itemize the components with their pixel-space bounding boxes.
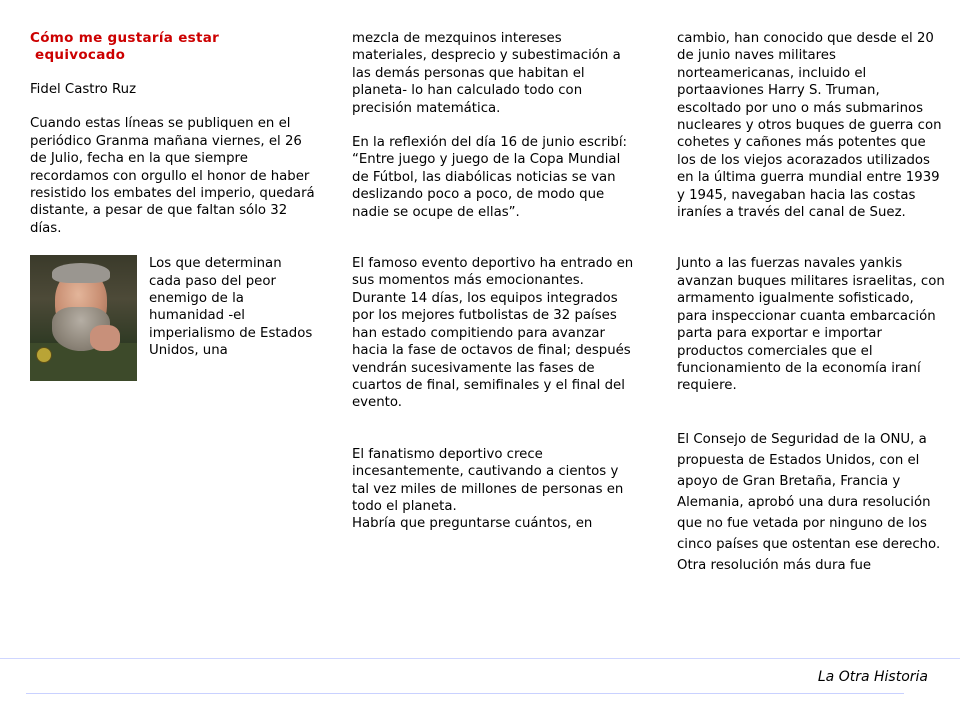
footer-rule [26,693,904,694]
author-photo [30,255,137,381]
footer-label: La Otra Historia [817,669,928,685]
paragraph: mezcla de mezquinos intereses materiales, desprecio y subestimación a las demás personas que habitan el planeta- lo han calculado todo con precisión matemática. [352,31,621,116]
paragraph: En la reflexión del día 16 de junio escribí: “Entre juego y juego de la Copa Mundial de Fútbol, las diabólicas noticias se van deslizando poco a poco, de modo que nadie se ocupe de ellas”. [352,135,628,220]
photo-hair [52,263,110,283]
paragraph: El famoso evento deportivo ha entrado en sus momentos más emocionantes. Durante 14 días, los equipos integrados por los mejores futbolistas de 32 países han estado compitiendo para avanzar hacia la fase de octavos de final; después vendrán sucesivamente las fases de cuartos de final, semifinales y el final del evento. [352,256,634,411]
paragraph: Habría que preguntarse cuántos, en [352,516,593,532]
paragraph: Cuando estas líneas se publiquen en el periódico Granma mañana viernes, el 26 de Julio, fecha en la que siempre recordamos con orgullo el honor de haber resistido los embates del imperio, quedará distante, a pesar de que faltan sólo 32 días. [30,116,315,236]
photo-hand [90,325,120,351]
paragraph: Junto a las fuerzas navales yankis avanzan buques militares israelitas, con armamento igualmente sofisticado, para inspeccionar cuanta embarcación parta para exportar e importar productos comerciales que el funcionamiento de la economía iraní requiere. [677,256,945,394]
column-2 [352,30,637,533]
paragraph: Otra resolución más dura fue [677,557,872,573]
paragraph: El fanatismo deportivo crece incesantemente, cautivando a cientos y tal vez miles de millones de personas en todo el planeta. [352,446,624,514]
paragraph: cambio, han conocido que desde el 20 de junio naves militares norteamericanas, incluido el portaaviones Harry S. Truman, escoltado por uno o más submarinos nucleares y otros buques de guerra con cohetes y cañones más potentes que los de los viejos acorazados utilizados en la última guerra mundial entre 1939 y 1945, navegaban hacia las costas iraníes a través del canal de Suez. [677,31,942,221]
article-title [30,30,315,64]
paragraph: El Consejo de Seguridad de la ONU, a propuesta de Estados Unidos, con el apoyo de Gran Bretaña, Francia y Alemania, aprobó una dura resolución que no fue vetada por ninguno de los cinco países que ostentan ese derecho. [677,431,941,552]
column-3 [677,30,947,576]
paragraph: Los que determinan cada paso del peor enemigo de la humanidad -el imperialismo de Estados Unidos, una [149,256,313,359]
footer [0,658,960,720]
article-author: Fidel Castro Ruz [30,82,137,97]
photo-row [30,255,315,395]
title-line-1: Cómo me gustaría estar [30,30,220,46]
column-1 [30,30,315,395]
title-line-2: equivocado [35,47,126,63]
